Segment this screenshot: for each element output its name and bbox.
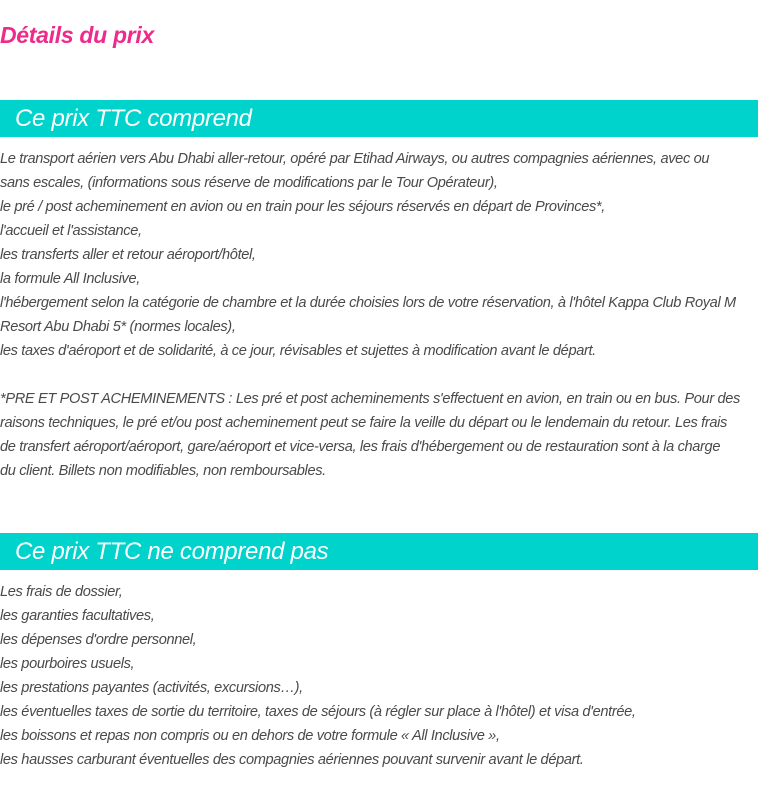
includes-line: les taxes d'aéroport et de solidarité, à ce jour, révisables et sujettes à modification avant le départ. — [0, 343, 596, 359]
includes-line: sans escales, (informations sous réserve de modifications par le Tour Opérateur), — [0, 175, 498, 191]
note-line: raisons techniques, le pré et/ou post acheminement peut se faire la veille du départ ou le lendemain du retour. Les frais — [0, 415, 727, 431]
includes-line: les transferts aller et retour aéroport/hôtel, — [0, 247, 256, 263]
excludes-line: les pourboires usuels, — [0, 656, 135, 672]
excludes-heading: Ce prix TTC ne comprend pas — [0, 533, 758, 570]
excludes-line: les prestations payantes (activités, excursions…), — [0, 680, 303, 696]
includes-line: Resort Abu Dhabi 5* (normes locales), — [0, 319, 236, 335]
note-line: de transfert aéroport/aéroport, gare/aéroport et vice-versa, les frais d'hébergement ou de restauration sont à la charge — [0, 439, 721, 455]
excludes-line: les garanties facultatives, — [0, 608, 155, 624]
includes-line: le pré / post acheminement en avion ou en train pour les séjours réservés en départ de Provinces*, — [0, 199, 605, 215]
note-line: *PRE ET POST ACHEMINEMENTS : Les pré et post acheminements s'effectuent en avion, en train ou en bus. Pour des — [0, 391, 741, 407]
includes-line: Le transport aérien vers Abu Dhabi aller-retour, opéré par Etihad Airways, ou autres compagnies aériennes, avec ou — [0, 151, 710, 167]
note-line: du client. Billets non modifiables, non remboursables. — [0, 463, 326, 479]
excludes-line: les éventuelles taxes de sortie du territoire, taxes de séjours (à régler sur place à l'hôtel) et visa d'entrée, — [0, 704, 636, 720]
excludes-line: les boissons et repas non compris ou en dehors de votre formule « All Inclusive », — [0, 728, 500, 744]
includes-line: l'accueil et l'assistance, — [0, 223, 142, 239]
excludes-list — [0, 580, 758, 772]
acheminement-note — [0, 387, 758, 483]
excludes-line: Les frais de dossier, — [0, 584, 123, 600]
excludes-line: les dépenses d'ordre personnel, — [0, 632, 197, 648]
includes-list — [0, 147, 758, 363]
excludes-line: les hausses carburant éventuelles des compagnies aériennes pouvant survenir avant le départ. — [0, 752, 584, 768]
includes-line: l'hébergement selon la catégorie de chambre et la durée choisies lors de votre réservation, à l'hôtel Kappa Club Royal M — [0, 295, 736, 311]
includes-heading: Ce prix TTC comprend — [0, 100, 758, 137]
page-title: Détails du prix — [0, 22, 154, 48]
includes-line: la formule All Inclusive, — [0, 271, 140, 287]
